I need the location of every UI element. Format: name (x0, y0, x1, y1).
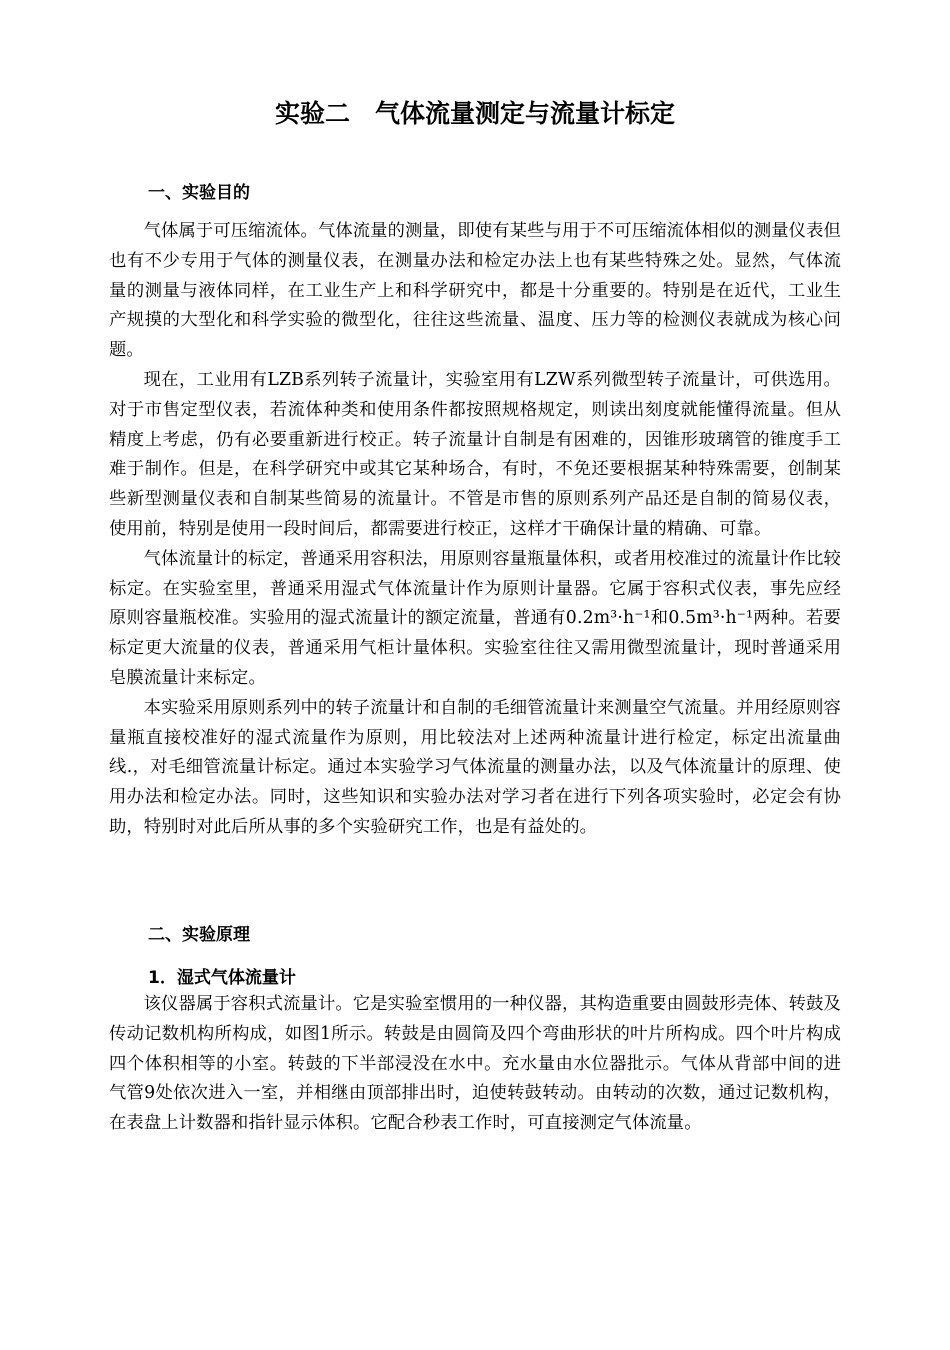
paragraph: 气体属于可压缩流体。气体流量的测量，即使有某些与用于不可压缩流体相似的测量仪表但也有不少专用于气体的测量仪表，在测量办法和检定办法上也有某些特殊之处。显然，气体流量的测量与液体同样，在工业生产上和科学研究中，都是十分重要的。特别是在近代，工业生产规摸的大型化和科学实验的微型化，往往这些流量、温度、压力等的检测仪表就成为核心问题。 (109, 221, 841, 361)
paragraph: 该仪器属于容积式流量计。它是实验室惯用的一种仪器，其构造重要由圆鼓形壳体、转鼓及传动记数机构所构成，如图1所示。转鼓是由圆筒及四个弯曲形状的叶片所构成。四个叶片构成四个体积相等的小室。转鼓的下半部浸没在水中。充水量由水位器批示。气体从背部中间的进气管9处依次进入一室，并相继由顶部排出时，迫使转鼓转动。由转动的次数，通过记数机构，在表盘上计数器和指针显示体积。它配合秒表工作时，可直接测定气体流量。 (109, 994, 841, 1134)
section-body-purpose (109, 217, 841, 843)
paragraph: 现在，工业用有LZB系列转子流量计，实验室用有LZW系列微型转子流量计，可供选用。对于市售定型仪表，若流体种类和使用条件都按照规格规定，则读出刻度就能懂得流量。但从精度上考虑，仍有必要重新进行校正。转子流量计自制是有困难的，因锥形玻璃管的锥度手工难于制作。但是，在科学研究中或其它某种场合，有时，不免还要根据某种特殊需要，创制某些新型测量仪表和自制某些简易的流量计。不管是市售的原则系列产品还是自制的简易仪表，使用前，特别是使用一段时间后，都需要进行校正，这样才干确保计量的精确、可靠。 (109, 369, 841, 539)
document-title: 实验二 气体流量测定与流量计标定 (274, 99, 675, 128)
section-heading-purpose: 一、实验目的 (148, 183, 250, 203)
paragraph: 本实验采用原则系列中的转子流量计和自制的毛细管流量计来测量空气流量。并用经原则容量瓶直接校准好的湿式流量作为原则，用比较法对上述两种流量计进行检定，标定出流量曲线.，对毛细管流量计标定。通过本实验学习气体流量的测量办法，以及气体流量计的原理、使用办法和检定办法。同时，这些知识和实验办法对学习者在进行下列各项实验时，必定会有协助，特别时对此后所从事的多个实验研究工作，也是有益处的。 (109, 697, 841, 837)
subsection-heading-wet-gas-meter: 1．湿式气体流量计 (148, 968, 296, 988)
section-heading-principle: 二、实验原理 (148, 925, 250, 945)
paragraph: 气体流量计的标定，普通采用容积法，用原则容量瓶量体积，或者用校准过的流量计作比较标定。在实验室里，普通采用湿式气体流量计作为原则计量器。它属于容积式仪表，事先应经原则容量瓶校准。实验用的湿式流量计的额定流量，普通有0.2m³·h⁻¹和0.5m³·h⁻¹两种。若要标定更大流量的仪表，普通采用气柜计量体积。实验室往往又需用微型流量计，现时普通采用皂膜流量计来标定。 (109, 548, 841, 688)
section-body-principle (109, 990, 841, 1139)
